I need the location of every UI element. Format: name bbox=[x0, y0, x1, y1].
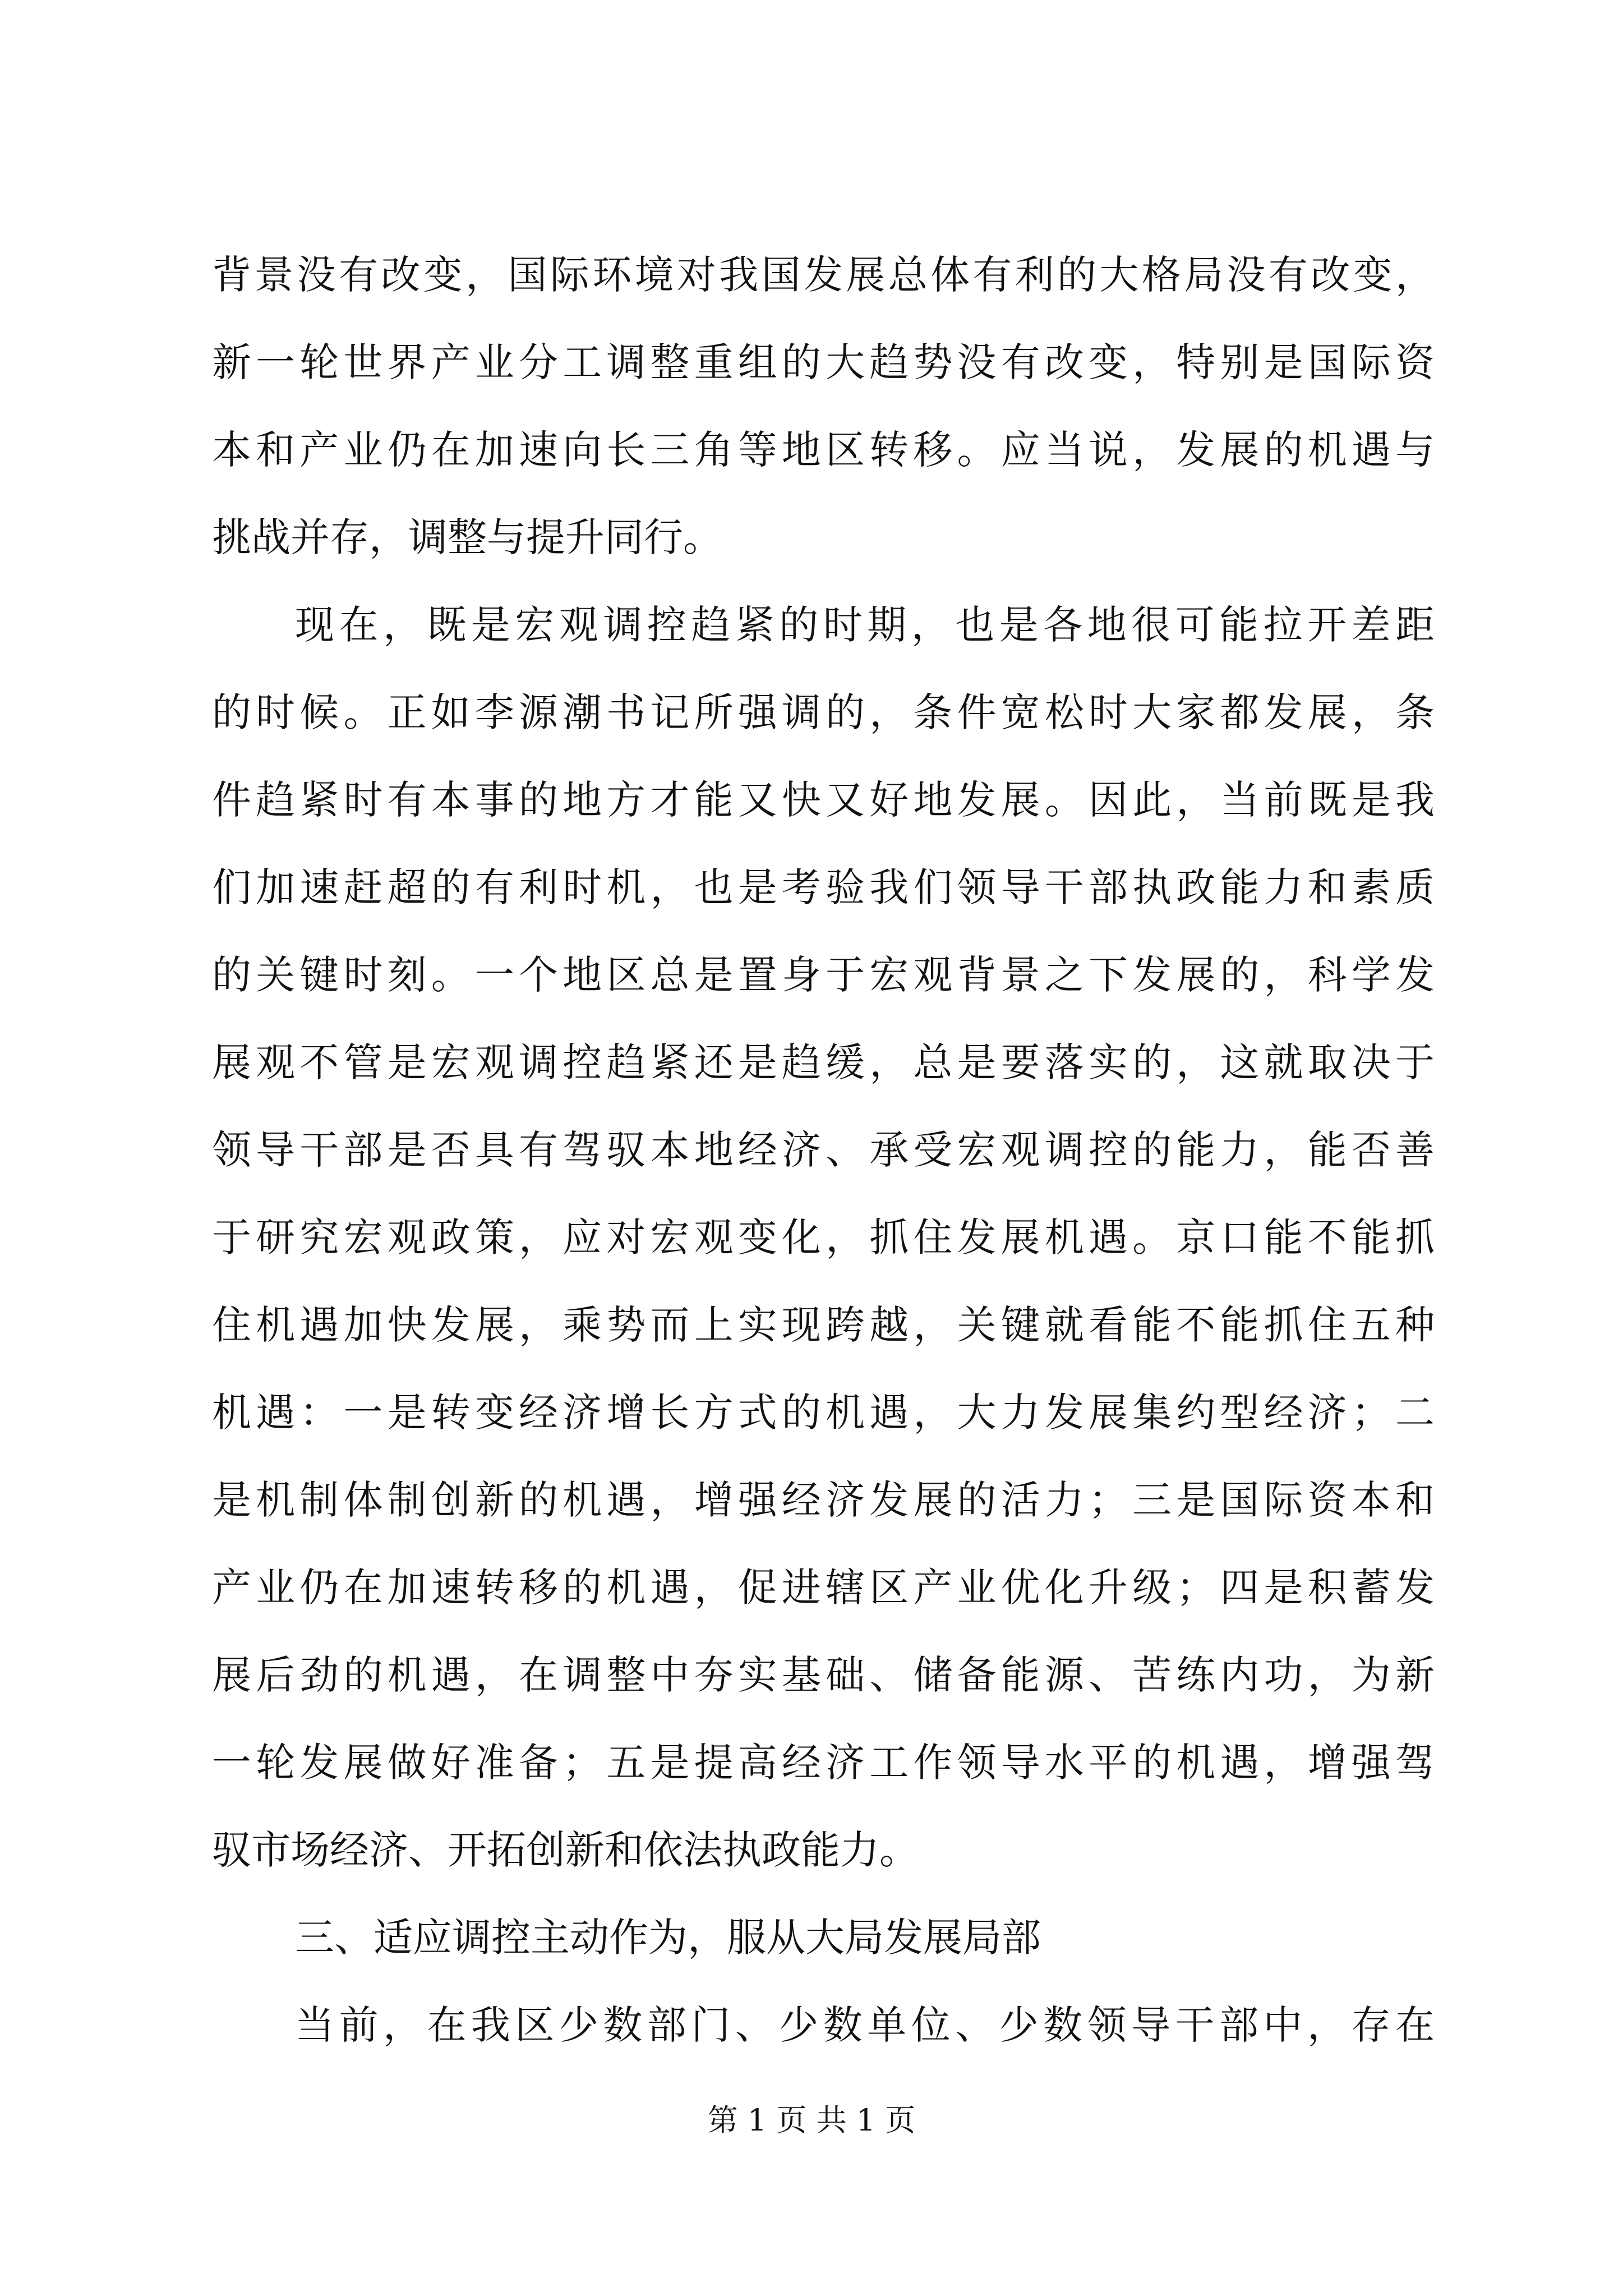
text-line: 住机遇加快发展，乘势而上实现跨越，关键就看能不能抓住五种 bbox=[212, 1302, 1435, 1348]
paragraph-start-line: 当前，在我区少数部门、少数单位、少数领导干部中，存在 bbox=[295, 2002, 1435, 2048]
text-line: 于研究宏观政策，应对宏观变化，抓住发展机遇。京口能不能抓 bbox=[212, 1214, 1435, 1260]
text-line: 的关键时刻。一个地区总是置身于宏观背景之下发展的，科学发 bbox=[212, 952, 1435, 998]
text-line: 领导干部是否具有驾驭本地经济、承受宏观调控的能力，能否善 bbox=[212, 1127, 1435, 1173]
text-line: 挑战并存，调整与提升同行。 bbox=[212, 514, 722, 560]
page-number-footer: 第 1 页 共 1 页 bbox=[707, 2102, 916, 2138]
text-line: 驭市场经济、开拓创新和依法执政能力。 bbox=[212, 1827, 919, 1873]
paragraph-start-line: 现在，既是宏观调控趋紧的时期，也是各地很可能拉开差距 bbox=[295, 602, 1435, 648]
text-line: 展观不管是宏观调控趋紧还是趋缓，总是要落实的，这就取决于 bbox=[212, 1039, 1435, 1085]
text-line: 件趋紧时有本事的地方才能又快又好地发展。因此，当前既是我 bbox=[212, 777, 1435, 823]
text-line: 产业仍在加速转移的机遇，促进辖区产业优化升级；四是积蓄发 bbox=[212, 1565, 1435, 1611]
text-line: 一轮发展做好准备；五是提高经济工作领导水平的机遇，增强驾 bbox=[212, 1740, 1435, 1786]
text-line: 新一轮世界产业分工调整重组的大趋势没有改变，特别是国际资 bbox=[212, 339, 1435, 385]
text-line: 们加速赶超的有利时机，也是考验我们领导干部执政能力和素质 bbox=[212, 864, 1435, 910]
text-line: 本和产业仍在加速向长三角等地区转移。应当说，发展的机遇与 bbox=[212, 427, 1435, 473]
text-line: 展后劲的机遇，在调整中夯实基础、储备能源、苦练内功，为新 bbox=[212, 1652, 1435, 1698]
body-text bbox=[212, 251, 1435, 2089]
text-line: 的时候。正如李源潮书记所强调的，条件宽松时大家都发展，条 bbox=[212, 689, 1435, 735]
text-line: 机遇：一是转变经济增长方式的机遇，大力发展集约型经济；二 bbox=[212, 1389, 1435, 1435]
section-heading: 三、适应调控主动作为，服从大局发展局部 bbox=[295, 1915, 1041, 1961]
text-line: 是机制体制创新的机遇，增强经济发展的活力；三是国际资本和 bbox=[212, 1477, 1435, 1523]
text-line: 背景没有改变，国际环境对我国发展总体有利的大格局没有改变， bbox=[212, 252, 1435, 298]
